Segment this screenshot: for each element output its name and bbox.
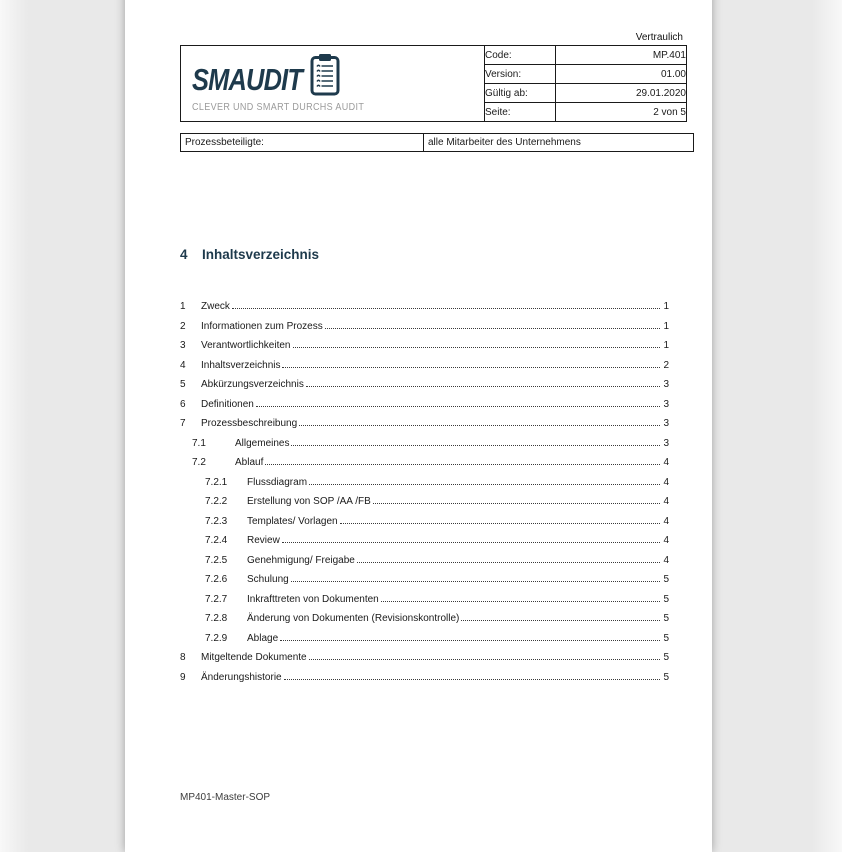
- toc-entry-page-number: 4: [663, 457, 669, 468]
- toc-entry-page-number: 1: [663, 301, 669, 312]
- toc-row[interactable]: [180, 570, 669, 590]
- toc-row[interactable]: [180, 668, 669, 688]
- toc-entry-title: Allgemeines: [235, 437, 290, 449]
- toc-row[interactable]: [180, 414, 669, 434]
- toc-row[interactable]: [180, 336, 669, 356]
- toc-leader-dots: [265, 464, 660, 465]
- toc-entry-number: 5: [180, 379, 186, 390]
- toc-entry-page-number: 4: [663, 496, 669, 507]
- meta-value-page: 2 von 5: [556, 103, 687, 122]
- toc-leader-dots: [299, 425, 660, 426]
- toc-entry-page-number: 3: [663, 418, 669, 429]
- toc-leader-dots: [284, 679, 660, 680]
- toc-row[interactable]: [180, 317, 669, 337]
- meta-value-code: MP.401: [556, 46, 687, 65]
- toc-entry-title: Verantwortlichkeiten: [201, 340, 291, 351]
- toc-entry-title: Änderung von Dokumenten (Revisionskontrolle): [247, 613, 460, 624]
- toc-entry-number: 7.2.9: [205, 632, 228, 644]
- toc-entry-page-number: 3: [663, 437, 669, 449]
- toc-leader-dots: [357, 562, 660, 563]
- toc-entry-title: Flussdiagram: [247, 476, 308, 488]
- toc-entry-number: 8: [180, 652, 186, 663]
- section-heading-title: Inhaltsverzeichnis: [202, 247, 320, 262]
- toc-leader-dots: [282, 367, 660, 368]
- toc-leader-dots: [340, 523, 660, 524]
- toc-entry-number: 7.2.8: [205, 613, 228, 624]
- toc-row[interactable]: [180, 629, 669, 649]
- toc-entry-number: 7.2.6: [205, 574, 228, 585]
- toc-entry-title: Review: [247, 535, 280, 546]
- toc-leader-dots: [461, 620, 660, 621]
- logo-wordmark: SMAUDIT: [192, 62, 303, 97]
- meta-row: [181, 46, 687, 65]
- toc-leader-dots: [325, 328, 660, 329]
- toc-row[interactable]: [180, 609, 669, 629]
- toc-leader-dots: [309, 659, 660, 660]
- toc-entry-number: 7.1: [192, 437, 206, 449]
- toc-row[interactable]: [180, 473, 669, 493]
- toc-leader-dots: [291, 445, 660, 446]
- toc-entry-page-number: 1: [663, 340, 669, 351]
- meta-label-valid-from: Gültig ab:: [485, 84, 556, 103]
- toc-entry-number: 7.2: [192, 457, 206, 468]
- toc-entry-title: Ablauf: [235, 457, 264, 468]
- toc-entry-title: Abkürzungsverzeichnis: [201, 379, 304, 390]
- meta-value-valid-from: 29.01.2020: [556, 84, 687, 103]
- toc-row[interactable]: [180, 395, 669, 415]
- footer-doc-id: MP401-Master-SOP: [180, 792, 271, 803]
- toc-row[interactable]: [180, 551, 669, 571]
- toc-row[interactable]: [180, 375, 669, 395]
- page-content: [180, 0, 686, 842]
- toc-entry-page-number: 4: [663, 554, 669, 566]
- toc-entry-title: Informationen zum Prozess: [201, 320, 323, 332]
- toc-row[interactable]: [180, 434, 669, 454]
- toc-entry-page-number: 5: [663, 632, 669, 644]
- toc-row[interactable]: [180, 590, 669, 610]
- toc-entry-number: 9: [180, 671, 186, 683]
- toc-row[interactable]: [180, 512, 669, 532]
- toc-row[interactable]: [180, 356, 669, 376]
- toc-entry-number: 7.2.4: [205, 535, 228, 546]
- toc-entry-page-number: 5: [663, 652, 669, 663]
- toc-leader-dots: [293, 347, 661, 348]
- toc-entry-page-number: 4: [663, 515, 669, 527]
- confidential-label: Vertraulich: [635, 32, 683, 43]
- toc-row[interactable]: [180, 492, 669, 512]
- toc-leader-dots: [373, 503, 660, 504]
- toc-leader-dots: [291, 581, 660, 582]
- meta-label-page: Seite:: [485, 103, 556, 122]
- toc-entry-page-number: 3: [663, 398, 669, 410]
- section-heading-number: 4: [180, 247, 188, 262]
- toc-entry-number: 7.2.5: [205, 554, 228, 566]
- toc-entry-title: Änderungshistorie: [201, 671, 282, 683]
- toc-entry-number: 7.2.1: [205, 476, 228, 488]
- toc-row[interactable]: [180, 648, 669, 668]
- document-page: [125, 0, 712, 852]
- toc-entry-page-number: 5: [663, 593, 669, 605]
- logo-cell: [181, 46, 485, 122]
- toc-entry-page-number: 4: [663, 535, 669, 546]
- toc-entry-title: Genehmigung/ Freigabe: [247, 554, 355, 566]
- toc-leader-dots: [306, 386, 660, 387]
- toc-entry-title: Prozessbeschreibung: [201, 418, 298, 429]
- meta-value-version: 01.00: [556, 65, 687, 84]
- toc-entry-page-number: 3: [663, 379, 669, 390]
- toc-leader-dots: [280, 640, 660, 641]
- toc-entry-title: Ablage: [247, 632, 279, 644]
- clipboard-checklist-icon: [310, 53, 340, 99]
- toc-entry-page-number: 5: [663, 671, 669, 683]
- toc-entry-number: 4: [180, 359, 186, 371]
- toc-entry-page-number: 5: [663, 613, 669, 624]
- toc-entry-number: 3: [180, 340, 186, 351]
- toc-entry-title: Inkrafttreten von Dokumenten: [247, 593, 379, 605]
- toc-entry-title: Definitionen: [201, 398, 254, 410]
- participants-row: [181, 134, 694, 152]
- toc-entry-number: 7.2.7: [205, 593, 228, 605]
- toc-leader-dots: [282, 542, 660, 543]
- toc-entry-number: 7: [180, 418, 186, 429]
- toc-entry-title: Zweck: [201, 301, 230, 312]
- logo: [181, 54, 484, 113]
- toc-entry-title: Erstellung von SOP /AA /FB: [247, 496, 371, 507]
- toc-leader-dots: [309, 484, 660, 485]
- meta-label-code: Code:: [485, 46, 556, 65]
- toc-entry-title: Templates/ Vorlagen: [247, 515, 338, 527]
- toc-entry-page-number: 5: [663, 574, 669, 585]
- toc-entry-title: Mitgeltende Dokumente: [201, 652, 307, 663]
- toc-entry-number: 7.2.2: [205, 496, 228, 507]
- toc-entry-page-number: 1: [663, 320, 669, 332]
- section-heading: [180, 247, 319, 262]
- header-meta-table: [180, 45, 687, 122]
- toc-row[interactable]: [180, 453, 669, 473]
- toc-entry-number: 7.2.3: [205, 515, 228, 527]
- toc-entry-number: 2: [180, 320, 186, 332]
- toc-row[interactable]: [180, 531, 669, 551]
- logo-tagline: CLEVER UND SMART DURCHS AUDIT: [192, 101, 365, 113]
- participants-value: alle Mitarbeiter des Unternehmens: [424, 134, 694, 152]
- toc-entry-page-number: 4: [663, 476, 669, 488]
- participants-table: [180, 133, 694, 152]
- toc-entry-number: 6: [180, 398, 186, 410]
- toc-leader-dots: [232, 308, 660, 309]
- toc-leader-dots: [256, 406, 660, 407]
- toc-row[interactable]: [180, 297, 669, 317]
- toc-entry-title: Inhaltsverzeichnis: [201, 359, 281, 371]
- toc-list: [180, 297, 669, 687]
- toc-entry-title: Schulung: [247, 574, 289, 585]
- toc-entry-page-number: 2: [663, 359, 669, 371]
- meta-label-version: Version:: [485, 65, 556, 84]
- toc-leader-dots: [381, 601, 660, 602]
- toc-entry-number: 1: [180, 301, 186, 312]
- participants-label: Prozessbeteiligte:: [181, 134, 424, 152]
